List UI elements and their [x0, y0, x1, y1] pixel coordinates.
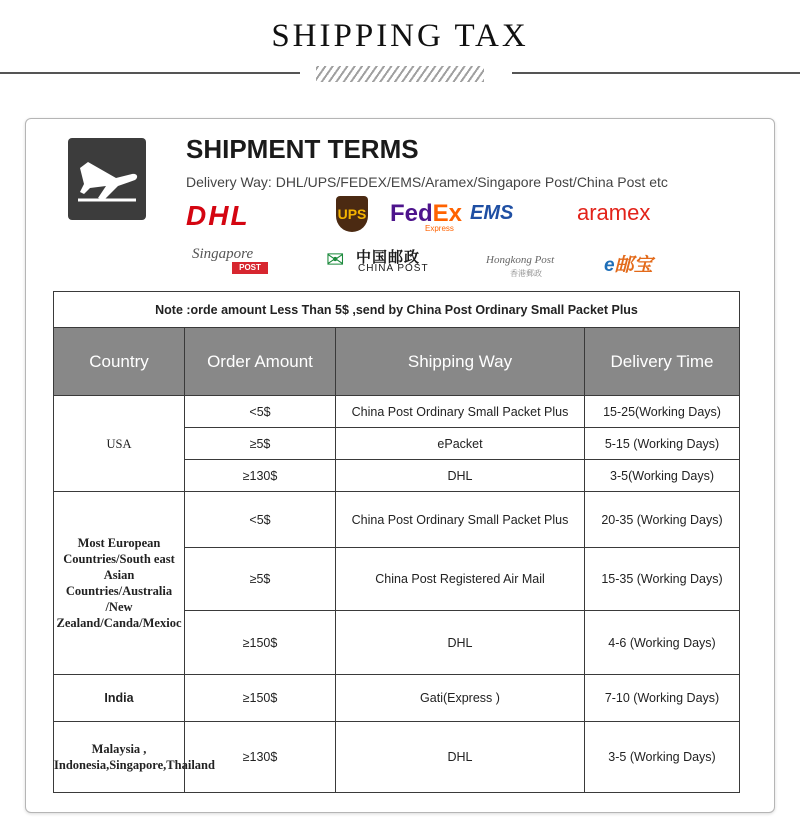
table-row: [54, 722, 740, 793]
delivery-time-cell: 15-35 (Working Days): [585, 548, 740, 611]
delivery-time-cell: 7-10 (Working Days): [585, 675, 740, 722]
title-divider-right: [512, 72, 800, 74]
shipping-way-cell: China Post Ordinary Small Packet Plus: [336, 396, 585, 428]
amount-cell: ≥5$: [185, 548, 336, 611]
delivery-time-cell: 4-6 (Working Days): [585, 611, 740, 675]
ups-logo: UPS: [336, 196, 368, 232]
fedex-logo-fed: Fed: [390, 200, 433, 227]
china-post-icon: ✉: [326, 247, 345, 272]
amount-cell: ≥150$: [185, 611, 336, 675]
fedex-logo-ex: Ex: [432, 200, 463, 227]
shipment-terms-title: SHIPMENT TERMS: [186, 134, 419, 164]
fedex-express-label: Express: [425, 224, 454, 233]
delivery-time-cell: 3-5 (Working Days): [585, 722, 740, 793]
shipping-way-cell: Gati(Express ): [336, 675, 585, 722]
amount-cell: ≥130$: [185, 722, 336, 793]
shipping-table: [53, 291, 740, 793]
delivery-time-cell: 20-35 (Working Days): [585, 492, 740, 548]
shipping-way-cell: China Post Registered Air Mail: [336, 548, 585, 611]
title-divider-left: [0, 72, 300, 74]
header-country: Country: [54, 328, 185, 396]
header-row: [54, 328, 740, 396]
singapore-post-badge: POST: [232, 262, 268, 274]
aramex-logo: aramex: [577, 200, 651, 225]
amount-cell: ≥150$: [185, 675, 336, 722]
airplane-icon: [68, 138, 146, 220]
title-divider-stripes: [316, 66, 484, 82]
shipping-way-cell: ePacket: [336, 428, 585, 460]
e-youbao-prefix: e: [604, 255, 615, 276]
shipping-way-cell: DHL: [336, 722, 585, 793]
hongkong-post-logo: Hongkong Post: [486, 254, 555, 266]
delivery-time-cell: 5-15 (Working Days): [585, 428, 740, 460]
table-row: [54, 396, 740, 428]
shipping-way-cell: DHL: [336, 460, 585, 492]
page-title: SHIPPING TAX: [271, 18, 529, 54]
china-post-logo-en: CHINA POST: [358, 263, 429, 274]
dhl-logo: DHL: [186, 200, 250, 231]
table-row: [54, 492, 740, 548]
amount-cell: <5$: [185, 492, 336, 548]
amount-cell: <5$: [185, 396, 336, 428]
country-cell: India: [54, 675, 185, 722]
shipping-way-cell: DHL: [336, 611, 585, 675]
amount-cell: ≥130$: [185, 460, 336, 492]
delivery-way-text: Delivery Way: DHL/UPS/FEDEX/EMS/Aramex/Singapore Post/China Post etc: [186, 174, 668, 190]
delivery-time-cell: 3-5(Working Days): [585, 460, 740, 492]
header-delivery-time: Delivery Time: [585, 328, 740, 396]
header-shipping-way: Shipping Way: [336, 328, 585, 396]
e-youbao-logo: [604, 250, 653, 277]
country-cell: Most European Countries/South east Asian Countries/Australia /New Zealand/Canda/Mexioc: [54, 492, 185, 675]
e-youbao-cn: 邮宝: [614, 255, 653, 276]
table-row: [54, 675, 740, 722]
china-post-logo-cn: 中国邮政: [356, 249, 421, 266]
singapore-post-logo: Singapore: [192, 246, 254, 262]
country-cell: USA: [54, 396, 185, 492]
amount-cell: ≥5$: [185, 428, 336, 460]
delivery-time-cell: 15-25(Working Days): [585, 396, 740, 428]
shipping-way-cell: China Post Ordinary Small Packet Plus: [336, 492, 585, 548]
hongkong-post-logo-cn: 香港郵政: [510, 269, 542, 278]
note-row: [54, 292, 740, 328]
ems-logo: EMS: [470, 202, 514, 224]
note-text: Note :orde amount Less Than 5$ ,send by China Post Ordinary Small Packet Plus: [54, 292, 740, 328]
header-order-amount: Order Amount: [185, 328, 336, 396]
country-cell: Malaysia , Indonesia,Singapore,Thailand: [54, 722, 185, 793]
